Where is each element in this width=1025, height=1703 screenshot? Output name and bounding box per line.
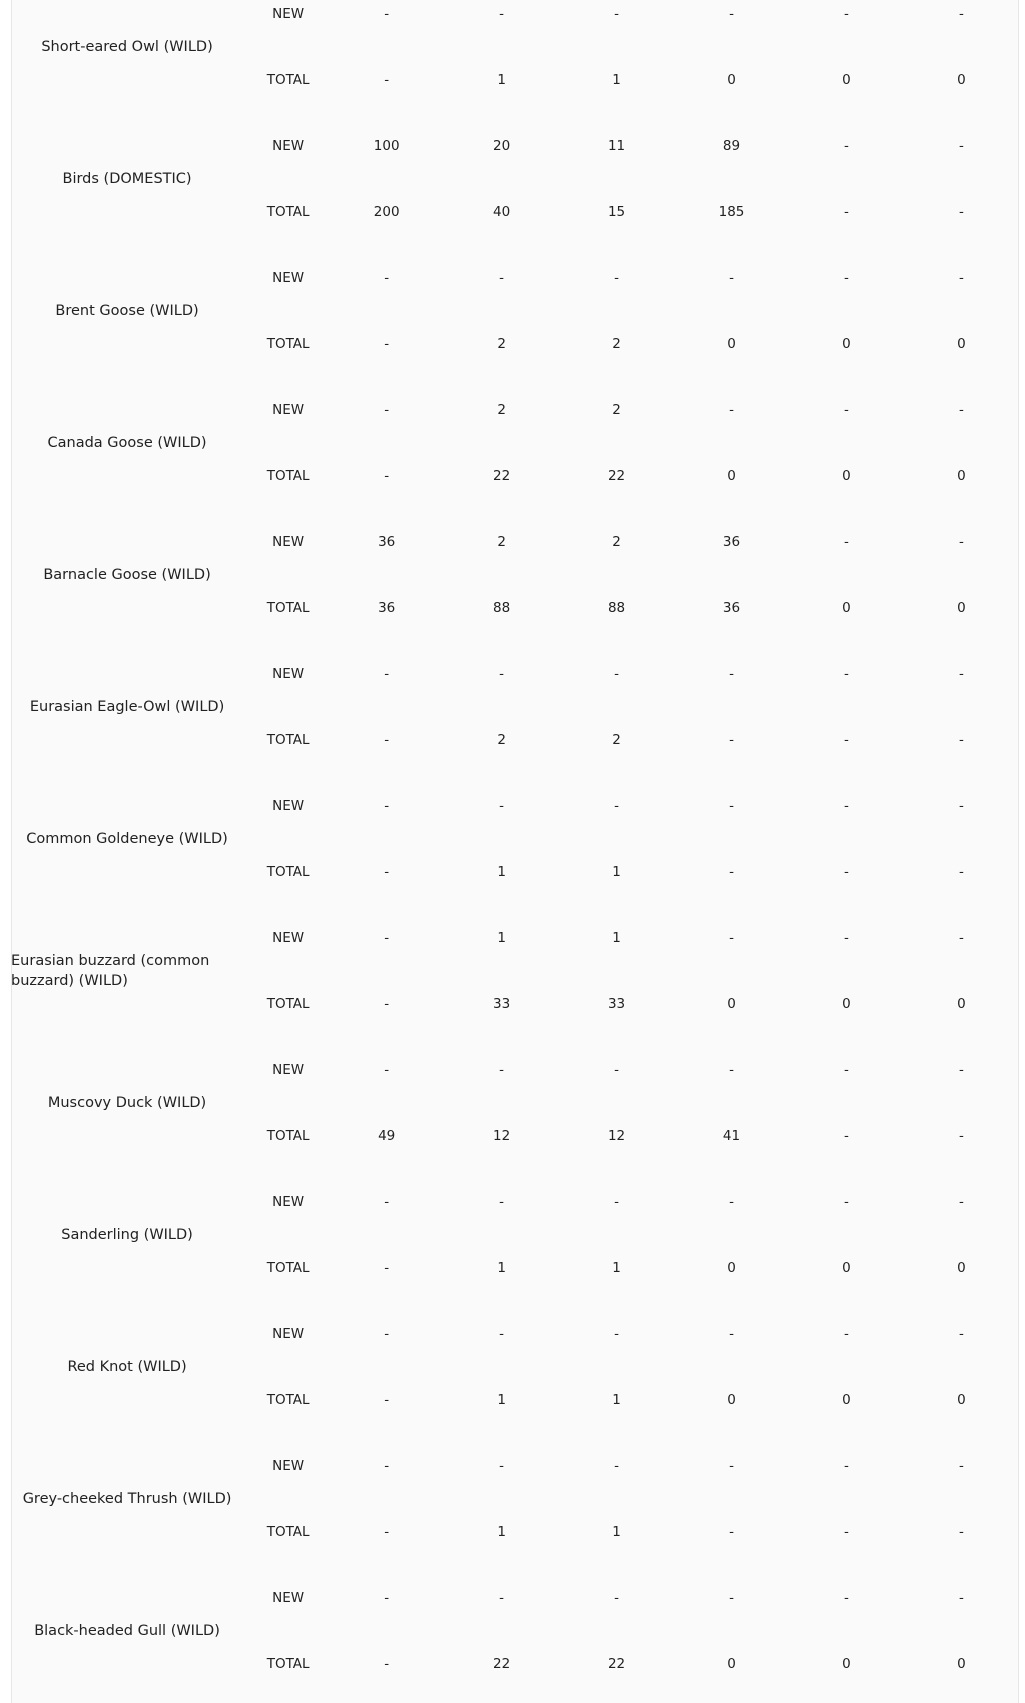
- row-kind-total: TOTAL: [266, 1524, 310, 1540]
- cell-value: -: [959, 1128, 964, 1144]
- cell-value: 88: [493, 600, 511, 616]
- row-kind-new: NEW: [272, 534, 305, 550]
- cell-value: 22: [607, 1656, 626, 1672]
- cell-value: 33: [607, 996, 626, 1012]
- species-name: Muscovy Duck (WILD): [47, 1095, 207, 1111]
- cell-value: -: [384, 1458, 390, 1474]
- cell-value: -: [959, 666, 964, 682]
- cell-value: -: [959, 534, 964, 550]
- cell-value: 49: [378, 1128, 396, 1144]
- species-row-new: [11, 113, 1019, 179]
- cell-value: -: [384, 336, 390, 352]
- row-kind-total: TOTAL: [266, 1128, 310, 1144]
- cell-value: -: [499, 1590, 505, 1606]
- cell-value: 11: [607, 138, 626, 154]
- row-kind-new: NEW: [272, 666, 305, 682]
- outbreak-table-body: [11, 0, 1019, 1697]
- cell-value: -: [959, 732, 964, 748]
- cell-value: 0: [727, 468, 736, 484]
- species-name: Red Knot (WILD): [67, 1359, 187, 1375]
- species-name: Birds (DOMESTIC): [62, 171, 192, 187]
- row-kind-total: TOTAL: [266, 468, 310, 484]
- cell-value: 2: [612, 402, 621, 418]
- species-row-new: [11, 509, 1019, 575]
- cell-value: 1: [612, 1260, 621, 1276]
- cell-value: -: [844, 1194, 849, 1210]
- cell-value: 0: [727, 996, 736, 1012]
- cell-value: -: [844, 930, 849, 946]
- cell-value: -: [729, 1194, 734, 1210]
- cell-value: -: [384, 1194, 390, 1210]
- cell-value: -: [384, 1062, 390, 1078]
- cell-value: -: [614, 6, 619, 22]
- cell-value: -: [844, 1524, 849, 1540]
- cell-value: -: [844, 798, 849, 814]
- cell-value: 1: [612, 930, 621, 946]
- cell-value: -: [614, 1194, 619, 1210]
- cell-value: -: [499, 1326, 505, 1342]
- cell-value: -: [959, 798, 964, 814]
- species-row-new: [11, 1433, 1019, 1499]
- species-name: Eurasian buzzard (common buzzard) (WILD): [11, 953, 210, 989]
- cell-value: 36: [378, 534, 396, 550]
- cell-value: -: [844, 1326, 849, 1342]
- cell-value: -: [499, 6, 505, 22]
- cell-value: -: [959, 1458, 964, 1474]
- cell-value: -: [384, 732, 390, 748]
- cell-value: 0: [957, 72, 966, 88]
- row-kind-total: TOTAL: [266, 732, 310, 748]
- cell-value: -: [959, 864, 964, 880]
- species-row-new: [11, 641, 1019, 707]
- cell-value: -: [729, 1458, 734, 1474]
- species-row-new: [11, 773, 1019, 839]
- cell-value: -: [729, 1062, 734, 1078]
- cell-value: -: [844, 1062, 849, 1078]
- row-kind-new: NEW: [272, 402, 305, 418]
- cell-value: -: [844, 732, 849, 748]
- cell-value: 2: [497, 402, 506, 418]
- cell-value: -: [729, 864, 734, 880]
- cell-value: 0: [842, 72, 851, 88]
- cell-value: -: [384, 996, 390, 1012]
- row-kind-new: NEW: [272, 1194, 305, 1210]
- species-name: Barnacle Goose (WILD): [43, 567, 211, 583]
- species-row-new: [11, 377, 1019, 443]
- row-kind-new: NEW: [272, 1062, 305, 1078]
- cell-value: 0: [842, 1392, 851, 1408]
- cell-value: -: [384, 1260, 390, 1276]
- cell-value: 0: [727, 1260, 736, 1276]
- cell-value: 0: [842, 996, 851, 1012]
- cell-value: -: [959, 1524, 964, 1540]
- cell-value: -: [384, 1326, 390, 1342]
- row-kind-total: TOTAL: [266, 996, 310, 1012]
- row-kind-new: NEW: [272, 1458, 305, 1474]
- cell-value: 1: [497, 1260, 506, 1276]
- cell-value: -: [959, 6, 964, 22]
- species-name: Short-eared Owl (WILD): [41, 39, 213, 55]
- cell-value: 2: [497, 534, 506, 550]
- cell-value: 200: [373, 204, 400, 220]
- cell-value: -: [499, 270, 505, 286]
- cell-value: 0: [842, 336, 851, 352]
- species-row-new: [11, 1169, 1019, 1235]
- cell-value: -: [844, 1128, 849, 1144]
- cell-value: -: [614, 1458, 619, 1474]
- cell-value: 0: [727, 1392, 736, 1408]
- row-kind-new: NEW: [272, 798, 305, 814]
- cell-value: -: [844, 534, 849, 550]
- cell-value: -: [384, 1656, 390, 1672]
- cell-value: 22: [493, 1656, 511, 1672]
- cell-value: -: [959, 270, 964, 286]
- cell-value: -: [384, 864, 390, 880]
- cell-value: 0: [842, 600, 851, 616]
- cell-value: -: [614, 270, 619, 286]
- cell-value: 12: [493, 1128, 511, 1144]
- cell-value: 2: [612, 732, 621, 748]
- cell-value: -: [729, 402, 734, 418]
- species-name: Brent Goose (WILD): [55, 303, 199, 319]
- cell-value: 2: [497, 336, 506, 352]
- cell-value: -: [499, 1194, 505, 1210]
- cell-value: -: [844, 1590, 849, 1606]
- cell-value: 1: [612, 72, 621, 88]
- cell-value: 0: [957, 1392, 966, 1408]
- cell-value: -: [384, 798, 390, 814]
- cell-value: -: [499, 666, 505, 682]
- cell-value: 1: [497, 1524, 506, 1540]
- species-row-new: [11, 0, 1019, 47]
- cell-value: 12: [607, 1128, 626, 1144]
- cell-value: 2: [497, 732, 506, 748]
- cell-value: -: [499, 798, 505, 814]
- species-name: Black-headed Gull (WILD): [34, 1623, 220, 1639]
- row-kind-total: TOTAL: [266, 1260, 310, 1276]
- cell-value: 0: [842, 1656, 851, 1672]
- cell-value: 41: [722, 1128, 741, 1144]
- cell-value: 1: [612, 1524, 621, 1540]
- species-name: Grey-cheeked Thrush (WILD): [22, 1491, 232, 1507]
- cell-value: -: [959, 1590, 964, 1606]
- cell-value: 20: [493, 138, 511, 154]
- cell-value: 2: [612, 336, 621, 352]
- cell-value: 36: [722, 534, 741, 550]
- cell-value: 0: [957, 1260, 966, 1276]
- row-kind-new: NEW: [272, 1590, 305, 1606]
- cell-value: -: [959, 1326, 964, 1342]
- cell-value: -: [614, 1590, 619, 1606]
- cell-value: -: [499, 1062, 505, 1078]
- cell-value: 89: [722, 138, 741, 154]
- cell-value: 1: [497, 72, 506, 88]
- cell-value: -: [384, 468, 390, 484]
- cell-value: -: [729, 6, 734, 22]
- cell-value: -: [614, 798, 619, 814]
- cell-value: -: [384, 930, 390, 946]
- cell-value: 88: [607, 600, 626, 616]
- cell-value: 36: [378, 600, 396, 616]
- cell-value: -: [729, 1326, 734, 1342]
- species-name: Sanderling (WILD): [61, 1227, 193, 1243]
- cell-value: 0: [727, 1656, 736, 1672]
- cell-value: -: [614, 666, 619, 682]
- row-kind-total: TOTAL: [266, 864, 310, 880]
- cell-value: 1: [612, 1392, 621, 1408]
- cell-value: -: [384, 6, 390, 22]
- cell-value: 22: [607, 468, 626, 484]
- cell-value: -: [844, 864, 849, 880]
- cell-value: 1: [497, 864, 506, 880]
- cell-value: -: [959, 930, 964, 946]
- row-kind-total: TOTAL: [266, 72, 310, 88]
- cell-value: -: [959, 204, 964, 220]
- cell-value: 0: [727, 336, 736, 352]
- row-kind-new: NEW: [272, 1326, 305, 1342]
- cell-value: -: [959, 138, 964, 154]
- cell-value: 1: [497, 1392, 506, 1408]
- species-name: Eurasian Eagle-Owl (WILD): [29, 699, 225, 715]
- cell-value: -: [384, 1590, 390, 1606]
- cell-value: -: [959, 1194, 964, 1210]
- cell-value: 0: [727, 72, 736, 88]
- cell-value: -: [729, 930, 734, 946]
- species-row-new: [11, 1037, 1019, 1103]
- cell-value: -: [959, 1062, 964, 1078]
- cell-value: -: [844, 204, 849, 220]
- species-name: Canada Goose (WILD): [47, 435, 207, 451]
- row-kind-new: NEW: [272, 930, 305, 946]
- cell-value: 0: [957, 468, 966, 484]
- cell-value: 0: [957, 996, 966, 1012]
- cell-value: -: [959, 402, 964, 418]
- cell-value: 0: [957, 1656, 966, 1672]
- cell-value: 0: [842, 468, 851, 484]
- cell-value: -: [614, 1062, 619, 1078]
- cell-value: 1: [497, 930, 506, 946]
- cell-value: 15: [607, 204, 626, 220]
- cell-value: -: [384, 1392, 390, 1408]
- cell-value: -: [844, 666, 849, 682]
- cell-value: -: [384, 666, 390, 682]
- cell-value: 0: [957, 336, 966, 352]
- cell-value: -: [729, 270, 734, 286]
- species-row-new: [11, 245, 1019, 311]
- cell-value: -: [384, 402, 390, 418]
- cell-value: -: [844, 270, 849, 286]
- species-row-new: [11, 1565, 1019, 1631]
- cell-value: 0: [957, 600, 966, 616]
- outbreak-table: [11, 0, 1019, 1697]
- row-kind-new: NEW: [272, 138, 305, 154]
- cell-value: -: [384, 270, 390, 286]
- cell-value: 36: [722, 600, 741, 616]
- cell-value: -: [729, 1524, 734, 1540]
- cell-value: -: [499, 1458, 505, 1474]
- cell-value: -: [844, 138, 849, 154]
- cell-value: 1: [612, 864, 621, 880]
- cell-value: -: [384, 72, 390, 88]
- cell-value: -: [729, 798, 734, 814]
- cell-value: 22: [493, 468, 511, 484]
- row-kind-total: TOTAL: [266, 1392, 310, 1408]
- cell-value: 185: [718, 204, 745, 220]
- cell-value: 2: [612, 534, 621, 550]
- cell-value: 33: [493, 996, 511, 1012]
- cell-value: 0: [842, 1260, 851, 1276]
- row-kind-new: NEW: [272, 6, 305, 22]
- cell-value: -: [729, 666, 734, 682]
- row-kind-total: TOTAL: [266, 204, 310, 220]
- row-kind-total: TOTAL: [266, 336, 310, 352]
- species-row-new: [11, 1301, 1019, 1367]
- species-name: Common Goldeneye (WILD): [26, 831, 228, 847]
- row-kind-total: TOTAL: [266, 1656, 310, 1672]
- cell-value: -: [844, 1458, 849, 1474]
- cell-value: -: [844, 6, 849, 22]
- cell-value: -: [614, 1326, 619, 1342]
- species-row-new: [11, 905, 1019, 971]
- cell-value: 40: [493, 204, 511, 220]
- cell-value: -: [729, 1590, 734, 1606]
- cell-value: -: [844, 402, 849, 418]
- cell-value: -: [729, 732, 734, 748]
- row-kind-total: TOTAL: [266, 600, 310, 616]
- row-kind-new: NEW: [272, 270, 305, 286]
- cell-value: 100: [373, 138, 400, 154]
- cell-value: -: [384, 1524, 390, 1540]
